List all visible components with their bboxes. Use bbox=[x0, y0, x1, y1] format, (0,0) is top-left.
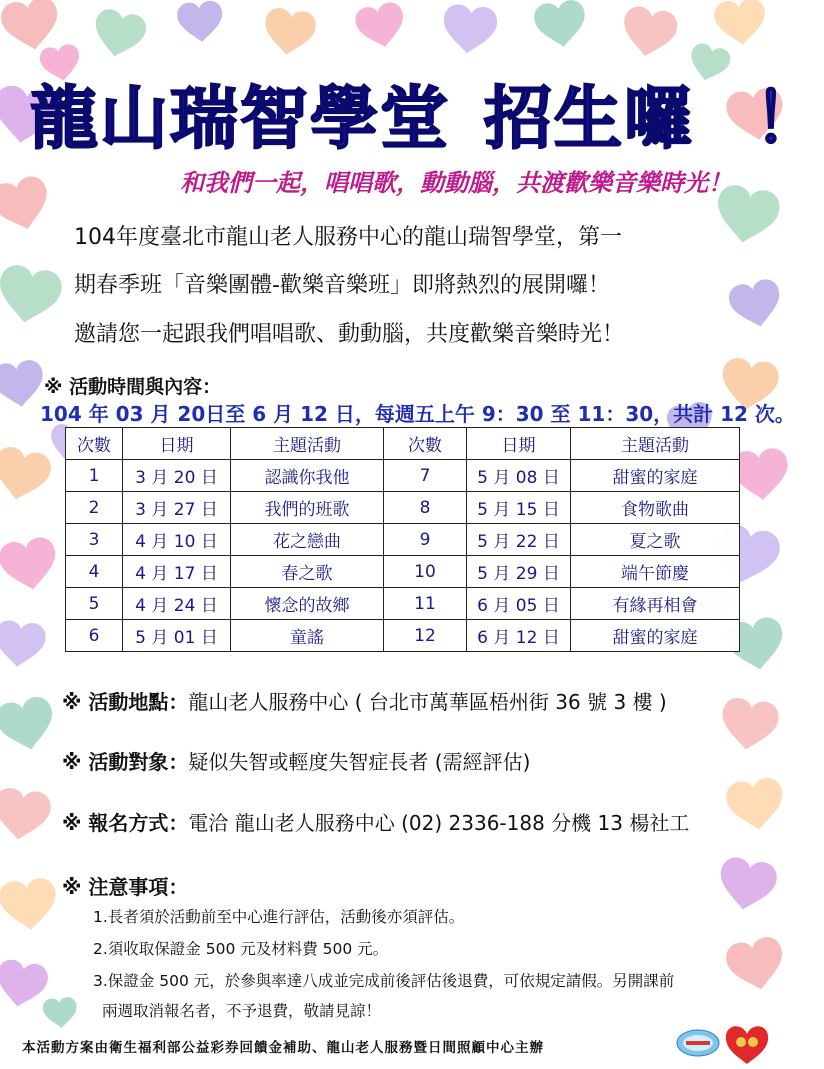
info-notes-label: ※ 注意事項： bbox=[62, 875, 189, 899]
table-cell: 認識你我他 bbox=[231, 460, 384, 492]
table-cell: 4 月 10 日 bbox=[123, 524, 231, 556]
table-cell: 2 bbox=[66, 492, 123, 524]
table-cell: 11 bbox=[384, 588, 467, 620]
table-cell: 5 月 15 日 bbox=[467, 492, 571, 524]
dates-line: 104 年 03 月 20日至 6 月 12 日，每週五上午 9：30 至 11：30，共計 12 次。 bbox=[40, 402, 795, 426]
note-item-continued: 兩週取消報名者，不予退費，敬請見諒！ bbox=[102, 1002, 382, 1020]
table-cell: 8 bbox=[384, 492, 467, 524]
table-row bbox=[66, 588, 740, 620]
info-signup bbox=[62, 807, 689, 836]
page-title: 龍山瑞智學堂 招生囉 ！ bbox=[30, 80, 824, 159]
table-row bbox=[66, 492, 740, 524]
table-cell: 1 bbox=[66, 460, 123, 492]
subtitle: 和我們一起，唱唱歌，動動腦，共渡歡樂音樂時光！ bbox=[180, 169, 732, 197]
schedule-table bbox=[65, 427, 740, 652]
table-cell: 春之歌 bbox=[231, 556, 384, 588]
table-cell: 4 月 24 日 bbox=[123, 588, 231, 620]
intro-line-2: 期春季班「音樂團體-歡樂音樂班」即將熱烈的展開囉！ bbox=[74, 273, 610, 298]
table-cell: 12 bbox=[384, 620, 467, 652]
info-location bbox=[62, 686, 667, 715]
table-cell: 端午節慶 bbox=[571, 556, 740, 588]
col-header-session: 次數 bbox=[66, 428, 123, 460]
table-cell: 10 bbox=[384, 556, 467, 588]
table-cell: 5 月 01 日 bbox=[123, 620, 231, 652]
info-location-label: ※ 活動地點： bbox=[62, 690, 189, 714]
table-cell: 夏之歌 bbox=[571, 524, 740, 556]
table-cell: 7 bbox=[384, 460, 467, 492]
table-cell: 3 bbox=[66, 524, 123, 556]
table-cell: 6 bbox=[66, 620, 123, 652]
heart-logo bbox=[724, 1022, 770, 1066]
info-target bbox=[62, 746, 530, 775]
info-location-value: 龍山老人服務中心 ( 台北市萬華區梧州街 36 號 3 樓 ) bbox=[188, 690, 667, 714]
note-item: 2.須收取保證金 500 元及材料費 500 元。 bbox=[93, 940, 389, 958]
table-cell: 甜蜜的家庭 bbox=[571, 620, 740, 652]
note-item: 3.保證金 500 元，於參與率達八成並完成前後評估後退費，可依規定請假。另開課前 bbox=[93, 972, 675, 990]
table-row bbox=[66, 556, 740, 588]
table-cell: 5 月 22 日 bbox=[467, 524, 571, 556]
table-cell: 6 月 12 日 bbox=[467, 620, 571, 652]
info-target-label: ※ 活動對象： bbox=[62, 750, 189, 774]
table-cell: 懷念的故鄉 bbox=[231, 588, 384, 620]
table-row bbox=[66, 460, 740, 492]
footer-sponsor: 本活動方案由衛生福利部公益彩券回饋金補助、龍山老人服務暨日間照顧中心主辦 bbox=[22, 1040, 544, 1056]
note-item: 1.長者須於活動前至中心進行評估，活動後亦須評估。 bbox=[93, 908, 465, 926]
intro-line-1: 104年度臺北市龍山老人服務中心的龍山瑞智學堂，第一 bbox=[74, 225, 622, 250]
table-cell: 有緣再相會 bbox=[571, 588, 740, 620]
table-cell: 甜蜜的家庭 bbox=[571, 460, 740, 492]
table-cell: 4 bbox=[66, 556, 123, 588]
table-cell: 6 月 05 日 bbox=[467, 588, 571, 620]
table-row bbox=[66, 620, 740, 652]
table-cell: 3 月 27 日 bbox=[123, 492, 231, 524]
info-notes-heading bbox=[62, 871, 188, 900]
schedule-heading: ※ 活動時間與內容： bbox=[44, 376, 222, 398]
table-cell: 3 月 20 日 bbox=[123, 460, 231, 492]
info-signup-label: ※ 報名方式： bbox=[62, 811, 189, 835]
col-header-date: 日期 bbox=[467, 428, 571, 460]
col-header-theme: 主題活動 bbox=[231, 428, 384, 460]
table-cell: 花之戀曲 bbox=[231, 524, 384, 556]
table-header-row bbox=[66, 428, 740, 460]
col-header-date: 日期 bbox=[123, 428, 231, 460]
table-cell: 5 月 29 日 bbox=[467, 556, 571, 588]
info-signup-value: 電洽 龍山老人服務中心 (02) 2336-188 分機 13 楊社工 bbox=[188, 811, 690, 835]
col-header-session: 次數 bbox=[384, 428, 467, 460]
table-cell: 9 bbox=[384, 524, 467, 556]
table-cell: 4 月 17 日 bbox=[123, 556, 231, 588]
col-header-theme: 主題活動 bbox=[571, 428, 740, 460]
table-cell: 我們的班歌 bbox=[231, 492, 384, 524]
table-cell: 食物歌曲 bbox=[571, 492, 740, 524]
table-cell: 童謠 bbox=[231, 620, 384, 652]
intro-line-3: 邀請您一起跟我們唱唱歌、動動腦，共度歡樂音樂時光！ bbox=[74, 322, 625, 347]
info-target-value: 疑似失智或輕度失智症長者 (需經評估) bbox=[188, 750, 531, 774]
table-cell: 5 bbox=[66, 588, 123, 620]
program-logo bbox=[676, 1029, 720, 1057]
table-cell: 5 月 08 日 bbox=[467, 460, 571, 492]
table-row bbox=[66, 524, 740, 556]
